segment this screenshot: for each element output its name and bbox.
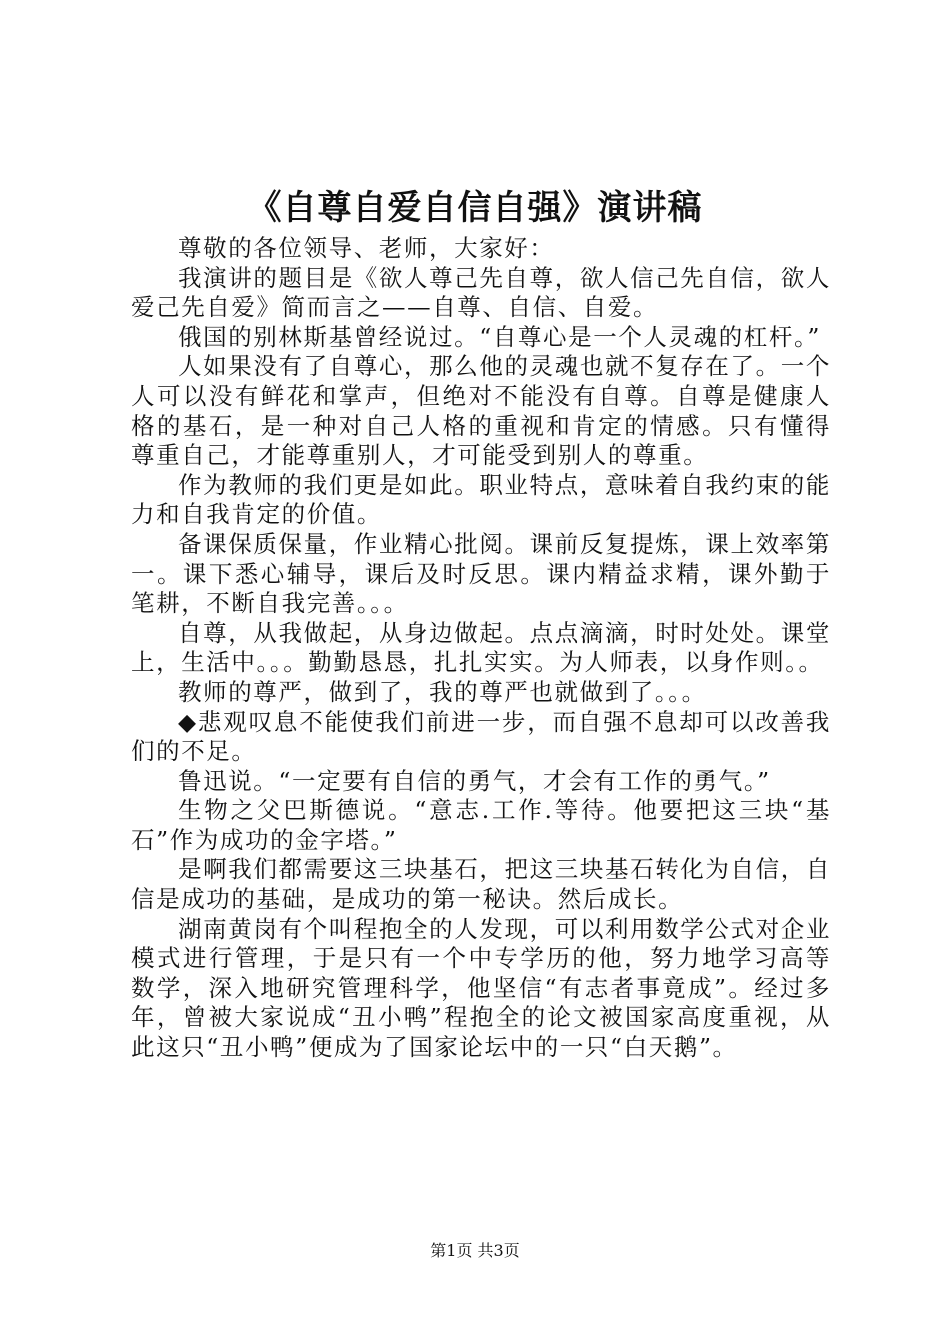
paragraph-pasteur-quote: 生物之父巴斯德说。“意志.工作.等待。他要把这三块“基石”作为成功的金字塔。” <box>131 796 831 854</box>
paragraph-greeting: 尊敬的各位领导、老师，大家好： <box>178 234 555 262</box>
paragraph-topic: 我演讲的题目是《欲人尊己先自尊，欲人信己先自信，欲人爱己先自爱》简而言之——自尊、自信、自爱。 <box>131 263 831 322</box>
paragraph-lesson-prep: 备课保质保量，作业精心批阅。课前反复提炼，课上效率第一。课下悉心辅导，课后及时反思。课内精益求精，课外勤于笔耕，不断自我完善。。。 <box>131 529 831 618</box>
page-footer: 第1页 共3页 <box>430 1241 520 1260</box>
document-body <box>131 234 831 1063</box>
paragraph-cheng-baoquan: 湖南黄岗有个叫程抱全的人发现，可以利用数学公式对企业模式进行管理，于是只有一个中专学历的他，努力地学习高等数学，深入地研究管理科学，他坚信“有志者事竟成”。经过多年，曾被大家说成“丑小鸭”程抱全的论文被国家高度重视，从此这只“丑小鸭”便成为了国家论坛中的一只“白天鹅”。 <box>131 914 831 1062</box>
paragraph-start-from-me: 自尊，从我做起，从身边做起。点点滴滴，时时处处。课堂上，生活中。。。勤勤恳恳，扎扎实实。为人师表，以身作则。。 <box>131 618 831 677</box>
paragraph-luxun-quote: 鲁迅说。“一定要有自信的勇气，才会有工作的勇气。” <box>178 766 771 795</box>
document-title: 《自尊自爱自信自强》演讲稿 <box>247 188 703 228</box>
paragraph-self-respect: 人如果没有了自尊心，那么他的灵魂也就不复存在了。一个人可以没有鲜花和掌声，但绝对不能没有自尊。自尊是健康人格的基石，是一种对自己人格的重视和肯定的情感。只有懂得尊重自己，才能尊重别人，才可能受到别人的尊重。 <box>131 352 831 470</box>
paragraph-teacher-dignity: 教师的尊严，做到了，我的尊严也就做到了。。。 <box>178 677 707 706</box>
paragraph-self-improvement: ◆悲观叹息不能使我们前进一步，而自强不息却可以改善我们的不足。 <box>131 707 831 766</box>
paragraph-belinsky-quote: 俄国的别林斯基曾经说过。“自尊心是一个人灵魂的杠杆。” <box>178 322 821 351</box>
paragraph-teachers: 作为教师的我们更是如此。职业特点，意味着自我约束的能力和自我肯定的价值。 <box>131 470 831 529</box>
paragraph-cornerstones: 是啊我们都需要这三块基石，把这三块基石转化为自信，自信是成功的基础，是成功的第一秘诀。然后成长。 <box>131 855 831 914</box>
